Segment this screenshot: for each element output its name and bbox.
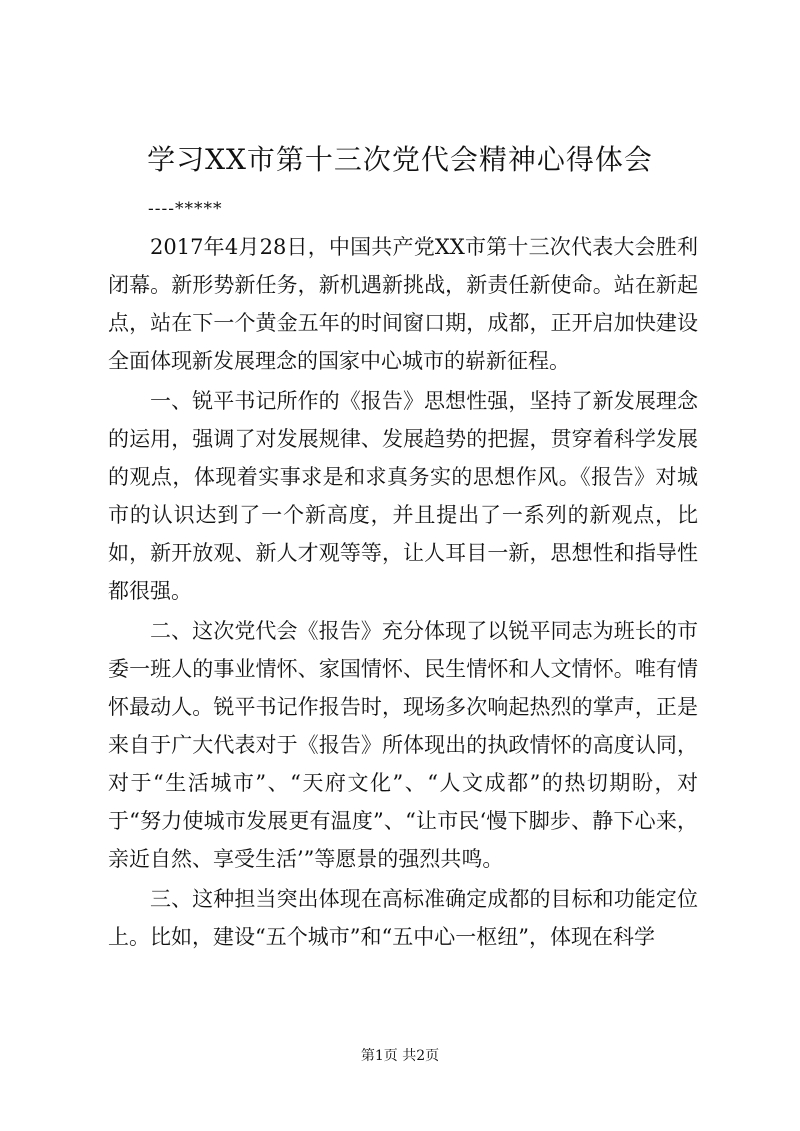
paragraph-point-one: 一、锐平书记所作的《报告》思想性强，坚持了新发展理念的运用，强调了对发展规律、发展趋势的把握，贯穿着科学发展的观点，体现着实事求是和求真务实的思想作风。《报告》对城市的认识达到了一个新高度，并且提出了一系列的新观点，比如，新开放观、新人才观等等，让人耳目一新，思想性和指导性都很强。 <box>108 389 698 603</box>
document-title: 学习XX市第十三次党代会精神心得体会 <box>147 143 653 176</box>
document-body <box>108 228 698 958</box>
page-number-footer: 第1页 共2页 <box>360 1048 440 1064</box>
paragraph-point-two: 二、这次党代会《报告》充分体现了以锐平同志为班长的市委一班人的事业情怀、家国情怀、民生情怀和人文情怀。唯有情怀最动人。锐平书记作报告时，现场多次响起热烈的掌声，正是来自于广大代表对于《报告》所体现出的执政情怀的高度认同，对于“生活城市”、“天府文化”、“人文成都”的热切期盼，对于“努力使城市发展更有温度”、“让市民‘慢下脚步、静下心来，亲近自然、享受生活’”等愿景的强烈共鸣。 <box>108 619 698 871</box>
author-line: ----***** <box>148 199 223 219</box>
paragraph-intro: 2017年4月28日，中国共产党XX市第十三次代表大会胜利闭幕。新形势新任务，新机遇新挑战，新责任新使命。站在新起点，站在下一个黄金五年的时间窗口期，成都，正开启加快建设全面体现新发展理念的国家中心城市的崭新征程。 <box>108 235 698 373</box>
paragraph-point-three: 三、这种担当突出体现在高标准确定成都的目标和功能定位上。比如，建设“五个城市”和“五中心一枢纽”，体现在科学 <box>108 887 698 949</box>
